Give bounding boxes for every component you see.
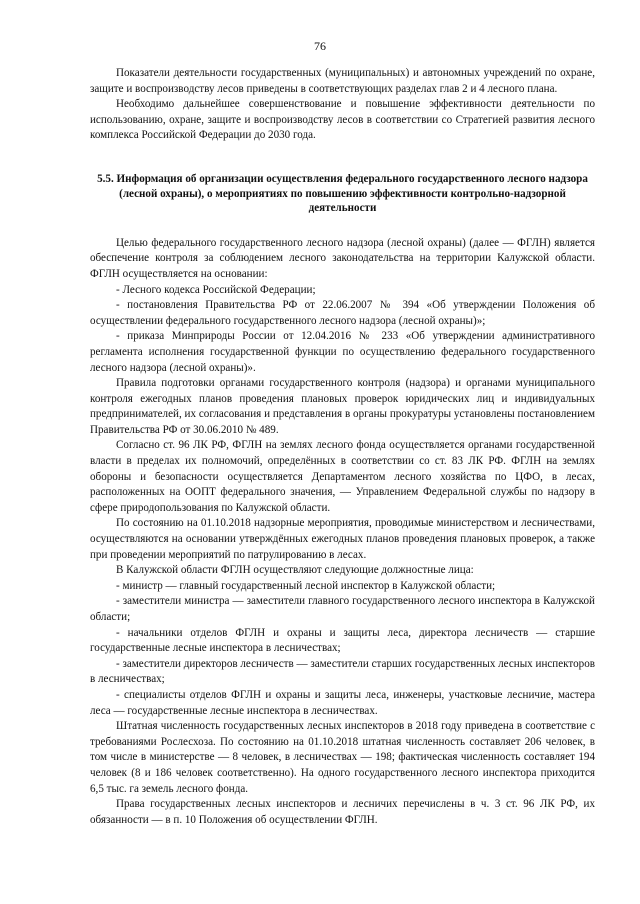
basis-item: - постановления Правительства РФ от 22.06.2007 № 394 «Об утверждении Положения об осуществлении федерального государственного лесного надзора (лесной охраны)»;	[90, 299, 595, 327]
section-heading: 5.5. Информация об организации осуществления федерального государственного лесного надзора (лесной охраны), о мероприятиях по повышению эффективности контрольно-надзорной деятельности	[97, 172, 588, 215]
document-body	[90, 66, 595, 828]
section-paragraph-2: Правила подготовки органами государственного контроля (надзора) и органами муниципального контроля ежегодных планов проведения плановых проверок юридических лиц и индивидуальных предпринимателей, их согласования и представления в органы прокуратуры установлены постановлением Правительства РФ от 30.06.2010 № 489.	[90, 377, 595, 436]
heading-spacer	[90, 216, 595, 236]
section-paragraph-4: По состоянию на 01.10.2018 надзорные мероприятия, проводимые министерством и лесничествами, осуществляются на основании утверждённых ежегодных планов проведения плановых проверок, а также при проведении мероприятий по патрулированию в лесах.	[90, 517, 595, 561]
section-paragraph-1: Целью федерального государственного лесного надзора (лесной охраны) (далее — ФГЛН) является обеспечение контроля за соблюдением лесного законодательства на территории Калужской области. ФГЛН осуществляется на основании:	[90, 236, 595, 280]
section-paragraph-6: Штатная численность государственных лесных инспекторов в 2018 году приведена в соответствие с требованиями Рослесхоза. По состоянию на 01.10.2018 штатная численность составляет 206 человек, в том числе в министерстве — 8 человек, в лесничествах — 198; фактическая численность составляет 194 человек (8 и 186 человек соответственно). На одного государственного лесного инспектора приходится 6,5 тыс. га земель лесного фонда.	[90, 720, 595, 795]
intro-paragraph-2: Необходимо дальнейшее совершенствование и повышение эффективности деятельности по использованию, охране, защите и воспроизводству лесов в соответствии со Стратегией развития лесного комплекса Российской Федерации до 2030 года.	[90, 98, 595, 142]
page-number: 76	[314, 39, 326, 53]
section-paragraph-3: Согласно ст. 96 ЛК РФ, ФГЛН на землях лесного фонда осуществляется органами государственной власти в пределах их полномочий, определённых в соответствии со ст. 83 ЛК РФ. ФГЛН на землях обороны и безопасности осуществляется Департаментом лесного хозяйства по ЦФО, в лесах, расположенных на ООПТ федерального значения, — Управлением Федеральной службы по надзору в сфере природопользования по Калужской области.	[90, 439, 595, 514]
official-item: - начальники отделов ФГЛН и охраны и защиты леса, директора лесничеств — старшие государственные лесные инспектора в лесничествах;	[90, 626, 595, 655]
intro-paragraph-1: Показатели деятельности государственных (муниципальных) и автономных учреждений по охране, защите и воспроизводству лесов приведены в соответствующих разделах глав 2 и 4 лесного плана.	[90, 67, 595, 95]
section-paragraph-5: В Калужской области ФГЛН осуществляют следующие должностные лица:	[116, 564, 474, 577]
official-item: - заместители директоров лесничеств — заместители старших государственных лесных инспекторов в лесничествах;	[90, 657, 595, 686]
official-item: - министр — главный государственный лесной инспектор в Калужской области;	[116, 579, 496, 592]
official-item: - заместители министра — заместители главного государственного лесного инспектора в Калужской области;	[90, 595, 595, 623]
section-spacer	[90, 144, 595, 172]
basis-item: - приказа Минприроды России от 12.04.2016 № 233 «Об утверждении административного регламента исполнения государственной функции по осуществлению федерального государственного лесного надзора (лесной охраны)».	[90, 330, 595, 374]
official-item: - специалисты отделов ФГЛН и охраны и защиты леса, инженеры, участковые лесничие, мастера леса — государственные лесные инспектора в лесничествах.	[90, 688, 595, 717]
basis-item: - Лесного кодекса Российской Федерации;	[116, 283, 316, 296]
section-paragraph-7: Права государственных лесных инспекторов и лесничих перечислены в ч. 3 ст. 96 ЛК РФ, их обязанности — в п. 10 Положения об осуществлении ФГЛН.	[90, 798, 595, 826]
